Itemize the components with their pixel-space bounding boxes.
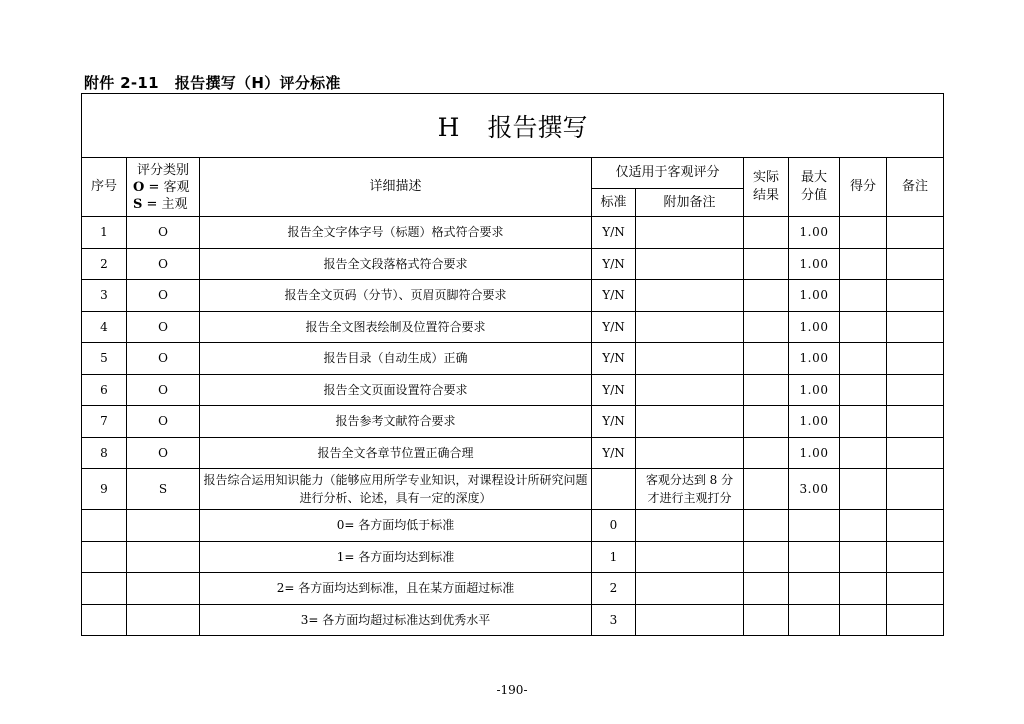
row-seq: 9: [82, 469, 127, 510]
level-max: [789, 573, 840, 605]
row-seq: 3: [82, 280, 127, 312]
row-score: [840, 374, 887, 406]
level-seq: [82, 541, 127, 573]
table-row: [82, 343, 944, 375]
header-score: 得分: [840, 158, 887, 217]
row-remarks: [887, 248, 944, 280]
row-seq: 1: [82, 217, 127, 249]
row-type: O: [127, 217, 200, 249]
level-max: [789, 604, 840, 636]
section-letter: H: [437, 112, 460, 142]
level-extra: [636, 604, 744, 636]
level-desc: 0= 各方面均低于标准: [200, 510, 592, 542]
row-type: O: [127, 374, 200, 406]
table-row: [82, 374, 944, 406]
row-actual: [744, 311, 789, 343]
row-score: [840, 280, 887, 312]
header-desc: 详细描述: [200, 158, 592, 217]
level-standard: 2: [592, 573, 636, 605]
row-actual: [744, 374, 789, 406]
level-seq: [82, 604, 127, 636]
level-standard: 3: [592, 604, 636, 636]
level-standard: 1: [592, 541, 636, 573]
row-extra: [636, 343, 744, 375]
page-number: -190-: [496, 683, 528, 697]
row-type: O: [127, 280, 200, 312]
row-actual: [744, 248, 789, 280]
table-row: [82, 406, 944, 438]
row-seq: 7: [82, 406, 127, 438]
row-extra: [636, 374, 744, 406]
row-score: [840, 311, 887, 343]
table-row: [82, 248, 944, 280]
table-row: [82, 280, 944, 312]
row-standard: Y/N: [592, 248, 636, 280]
level-desc: 3= 各方面均超过标准达到优秀水平: [200, 604, 592, 636]
row-remarks: [887, 280, 944, 312]
row-actual: [744, 217, 789, 249]
level-desc: 1= 各方面均达到标准: [200, 541, 592, 573]
row-desc: 报告全文字体字号（标题）格式符合要求: [200, 217, 592, 249]
row-standard: [592, 469, 636, 510]
header-type-label: 评分类别: [136, 162, 189, 178]
level-remarks: [887, 510, 944, 542]
heading-prefix: 附件 2-11: [84, 74, 159, 92]
row-actual: [744, 406, 789, 438]
row-remarks: [887, 311, 944, 343]
table-row: [82, 217, 944, 249]
row-extra: [636, 280, 744, 312]
row-desc: 报告全文页码（分节）、页眉页脚符合要求: [200, 280, 592, 312]
row-max: 1.00: [789, 311, 840, 343]
row-score: [840, 217, 887, 249]
row-seq: 6: [82, 374, 127, 406]
row-remarks: [887, 406, 944, 438]
grading-table: [81, 93, 944, 636]
row-remarks: [887, 437, 944, 469]
level-actual: [744, 604, 789, 636]
row-standard: Y/N: [592, 280, 636, 312]
level-extra: [636, 510, 744, 542]
row-max: 1.00: [789, 280, 840, 312]
header-remarks: 备注: [887, 158, 944, 217]
row-desc: 报告全文图表绘制及位置符合要求: [200, 311, 592, 343]
row-score: [840, 437, 887, 469]
level-type: [127, 573, 200, 605]
row-desc: 报告综合运用知识能力（能够应用所学专业知识，对课程设计所研究问题进行分析、论述，具有一定的深度）: [200, 469, 592, 510]
heading-title: 报告撰写（H）评分标准: [174, 74, 341, 92]
row-remarks: [887, 343, 944, 375]
document-heading: [84, 72, 341, 93]
row-seq: 2: [82, 248, 127, 280]
row-actual: [744, 343, 789, 375]
header-actual: 实际 结果: [744, 158, 789, 217]
header-type-o: O = 客观: [133, 179, 190, 195]
row-desc: 报告全文各章节位置正确合理: [200, 437, 592, 469]
section-title-text: 报告撰写: [487, 112, 588, 142]
header-type: [127, 158, 200, 217]
header-seq: 序号: [82, 158, 127, 217]
level-seq: [82, 573, 127, 605]
row-seq: 8: [82, 437, 127, 469]
level-type: [127, 510, 200, 542]
level-score: [840, 573, 887, 605]
row-type: O: [127, 343, 200, 375]
level-remarks: [887, 604, 944, 636]
row-standard: Y/N: [592, 343, 636, 375]
row-seq: 5: [82, 343, 127, 375]
level-type: [127, 604, 200, 636]
row-desc: 报告全文段落格式符合要求: [200, 248, 592, 280]
level-max: [789, 510, 840, 542]
level-score: [840, 604, 887, 636]
level-extra: [636, 541, 744, 573]
row-seq: 4: [82, 311, 127, 343]
row-desc: 报告参考文献符合要求: [200, 406, 592, 438]
row-max: 1.00: [789, 217, 840, 249]
level-row: [82, 541, 944, 573]
level-remarks: [887, 573, 944, 605]
row-desc: 报告全文页面设置符合要求: [200, 374, 592, 406]
level-row: [82, 604, 944, 636]
row-remarks: [887, 217, 944, 249]
level-standard: 0: [592, 510, 636, 542]
level-type: [127, 541, 200, 573]
row-extra: 客观分达到 8 分 才进行主观打分: [636, 469, 744, 510]
level-actual: [744, 541, 789, 573]
row-standard: Y/N: [592, 217, 636, 249]
level-desc: 2= 各方面均达到标准，且在某方面超过标准: [200, 573, 592, 605]
row-max: 1.00: [789, 406, 840, 438]
row-desc: 报告目录（自动生成）正确: [200, 343, 592, 375]
row-max: 3.00: [789, 469, 840, 510]
level-extra: [636, 573, 744, 605]
level-row: [82, 510, 944, 542]
row-max: 1.00: [789, 248, 840, 280]
row-standard: Y/N: [592, 311, 636, 343]
row-actual: [744, 437, 789, 469]
row-score: [840, 406, 887, 438]
level-actual: [744, 573, 789, 605]
header-standard: 标准: [592, 189, 636, 217]
row-type: S: [127, 469, 200, 510]
level-row: [82, 573, 944, 605]
row-type: O: [127, 248, 200, 280]
level-actual: [744, 510, 789, 542]
row-extra: [636, 311, 744, 343]
table-row: [82, 311, 944, 343]
level-score: [840, 541, 887, 573]
row-extra: [636, 437, 744, 469]
row-actual: [744, 469, 789, 510]
row-type: O: [127, 406, 200, 438]
row-score: [840, 248, 887, 280]
row-remarks: [887, 469, 944, 510]
header-type-s: S = 主观: [133, 196, 188, 212]
row-type: O: [127, 311, 200, 343]
level-seq: [82, 510, 127, 542]
row-max: 1.00: [789, 437, 840, 469]
row-remarks: [887, 374, 944, 406]
header-objective-only: 仅适用于客观评分: [592, 158, 744, 189]
row-max: 1.00: [789, 374, 840, 406]
section-title: [82, 94, 944, 158]
row-extra: [636, 248, 744, 280]
table-row: [82, 437, 944, 469]
row-standard: Y/N: [592, 406, 636, 438]
row-max: 1.00: [789, 343, 840, 375]
row-extra: [636, 406, 744, 438]
row-type: O: [127, 437, 200, 469]
level-max: [789, 541, 840, 573]
row-standard: Y/N: [592, 437, 636, 469]
row-score: [840, 343, 887, 375]
level-score: [840, 510, 887, 542]
row-extra: [636, 217, 744, 249]
level-remarks: [887, 541, 944, 573]
row-score: [840, 469, 887, 510]
header-max: 最大 分值: [789, 158, 840, 217]
table-row-subjective: [82, 469, 944, 510]
row-actual: [744, 280, 789, 312]
header-extra-note: 附加备注: [636, 189, 744, 217]
row-standard: Y/N: [592, 374, 636, 406]
